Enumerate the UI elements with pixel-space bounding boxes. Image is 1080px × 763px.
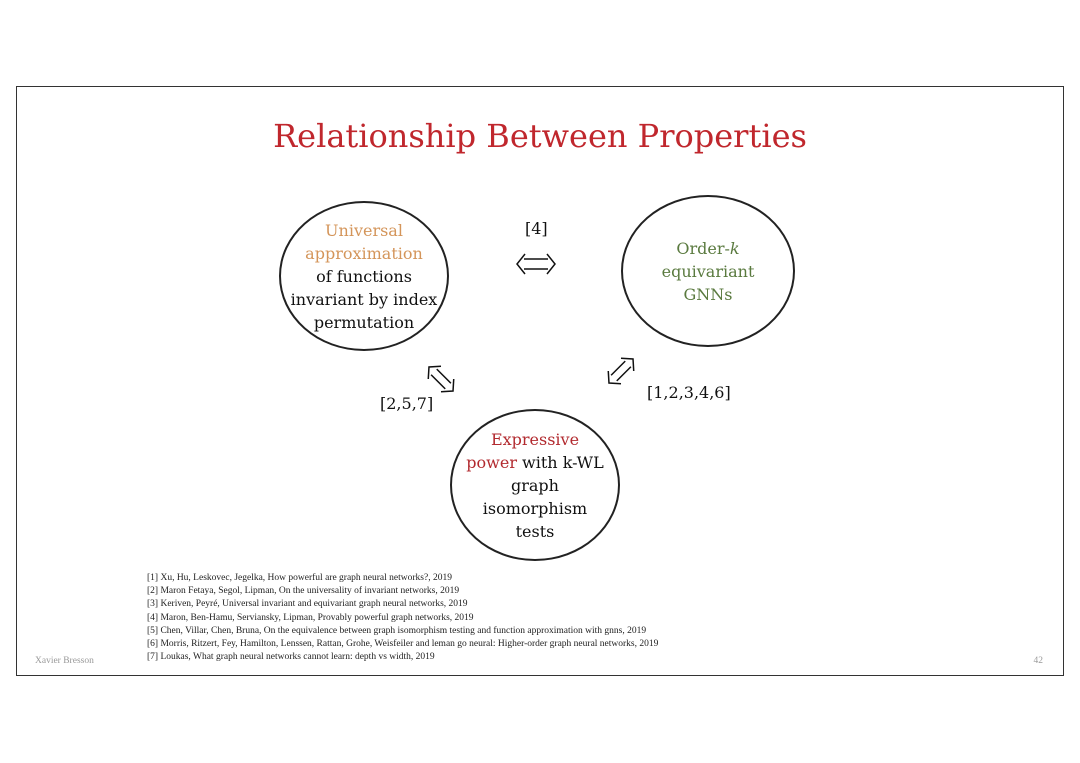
citation-top: [4] (525, 219, 548, 238)
equivariant-line1: Order- (676, 238, 730, 258)
reference-item: [2] Maron Fetaya, Segol, Lipman, On the universality of invariant networks, 2019 (147, 586, 460, 597)
universal-highlight: Universal approximation (305, 220, 423, 263)
equivariant-line2: equivariant (661, 261, 755, 281)
right-double-arrow (603, 353, 640, 390)
reference-item: [1] Xu, Hu, Leskovec, Jegelka, How powerful are graph neural networks?, 2019 (147, 573, 452, 583)
footer-page-number: 42 (1033, 656, 1043, 666)
citation-right: [1,2,3,4,6] (647, 383, 731, 402)
expressive-highlight: Expressive power (466, 429, 580, 472)
references-list (147, 572, 658, 664)
universal-description: of functions invariant by index permutation (290, 266, 438, 332)
reference-item: [4] Maron, Ben-Hamu, Serviansky, Lipman, Provably powerful graph networks, 2019 (147, 612, 474, 623)
reference-item: [3] Keriven, Peyré, Universal invariant and equivariant graph neural networks, 2019 (147, 599, 468, 610)
citation-left: [2,5,7] (380, 394, 434, 413)
reference-item: [7] Loukas, What graph neural networks cannot learn: depth vs width, 2019 (147, 652, 435, 663)
slide-title: Relationship Between Properties (273, 117, 807, 155)
equivariant-line3: GNNs (683, 284, 733, 304)
reference-item: [6] Morris, Ritzert, Fey, Hamilton, Lenssen, Rattan, Grohe, Weisfeiler and leman go neural: Higher-order graph neural networks, 2019 (147, 639, 659, 650)
slide (16, 86, 1064, 676)
footer-author: Xavier Bresson (35, 656, 94, 666)
top-double-arrow (517, 254, 555, 274)
expressive-description: with k-WL graph isomorphism tests (482, 452, 604, 541)
reference-item: [5] Chen, Villar, Chen, Bruna, On the equivalence between graph isomorphism testing and function approximation with gnns, 2019 (147, 625, 647, 636)
equivariant-k: k (729, 238, 740, 258)
left-double-arrow (423, 361, 460, 398)
